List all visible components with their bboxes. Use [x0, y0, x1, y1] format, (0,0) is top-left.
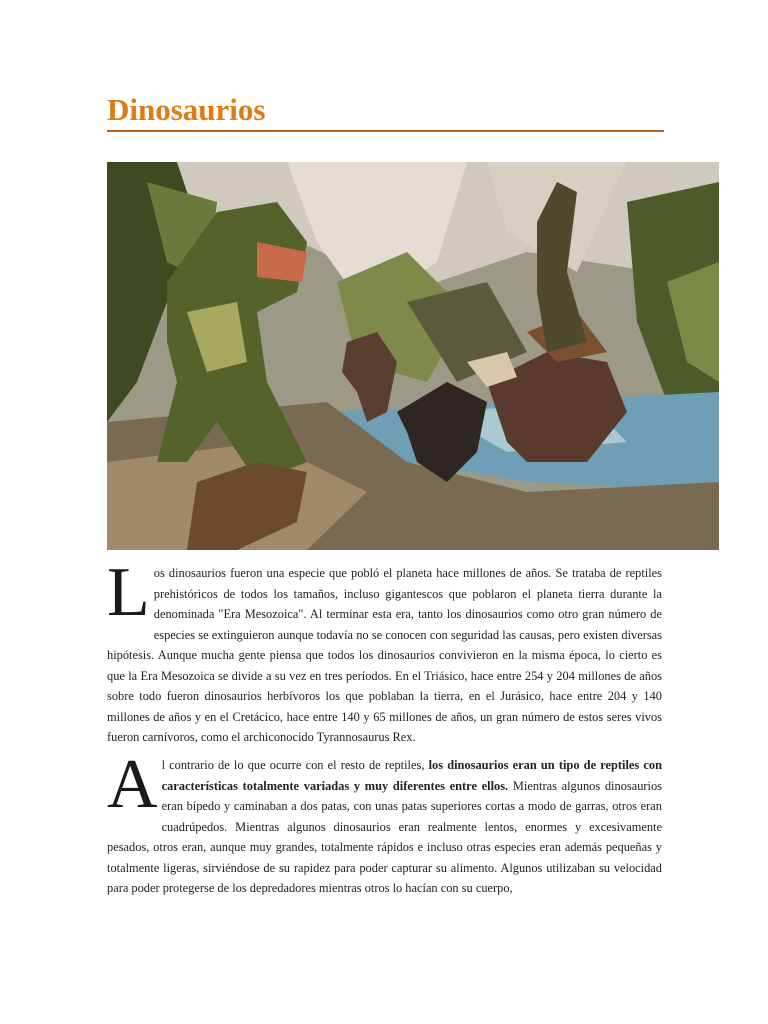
title-underline [107, 130, 664, 132]
dinosaur-scene-illustration-icon [107, 162, 719, 550]
dinosaur-illustration [107, 162, 719, 550]
paragraph-variety [107, 746, 662, 899]
paragraph-text: os dinosaurios fueron una especie que pobló el planeta hace millones de años. Se trataba de reptiles prehistóricos de todos los tamaños, incluso gigantescos que poblaron el planeta tierra durante la denominada "Era Mesozoica". Al terminar esta era, tanto los dinosaurios como otro gran número de especies se extinguieron aunque todavía no se conocen con seguridad las causas, pero existen diversas hipótesis. Aunque mucha gente piensa que todos los dinosaurios convivieron en la misma época, lo cierto es que la Era Mesozoica se divide a su vez en tres períodos. En el Triásico, hace entre 254 y 204 millones de años sobre todo fueron dinosaurios herbívoros los que poblaban la tierra, en el Jurásico, hace entre 204 y 140 millones de años y en el Cretácico, hace entre 140 y 65 millones de años, un gran número de estos seres vivos fueron carnívoros, como el archiconocido Tyrannosaurus Rex. [107, 566, 662, 744]
paragraph-text-start: l contrario de lo que ocurre con el resto de reptiles, [161, 758, 429, 772]
paragraph-text-end: Mientras algunos dinosaurios eran bípedo y caminaban a dos patas, con unas patas superiores cortas a modo de garras, otros eran cuadrúpedos. Mientras algunos dinosaurios eran realmente lentos, enormes y excesivamente pesados, otros eran, aunque muy grandes, totalmente rápidos e incluso otras especies eran además pequeñas y totalmente ligeras, sirviéndose de su rapidez para poder capturar su alimento. Algunos utilizaban su velocidad para poder protegerse de los depredadores mientras otros lo hacían con su cuerpo, [107, 778, 662, 895]
dropcap-letter: L [107, 554, 150, 631]
paragraph-emphasis: los dinosaurios eran un tipo de reptiles con características totalmente variadas y muy diferentes entre ellos. [161, 758, 662, 793]
dropcap-letter: A [107, 746, 158, 823]
paragraph-intro [107, 554, 662, 748]
page-title: Dinosaurios [107, 92, 266, 127]
